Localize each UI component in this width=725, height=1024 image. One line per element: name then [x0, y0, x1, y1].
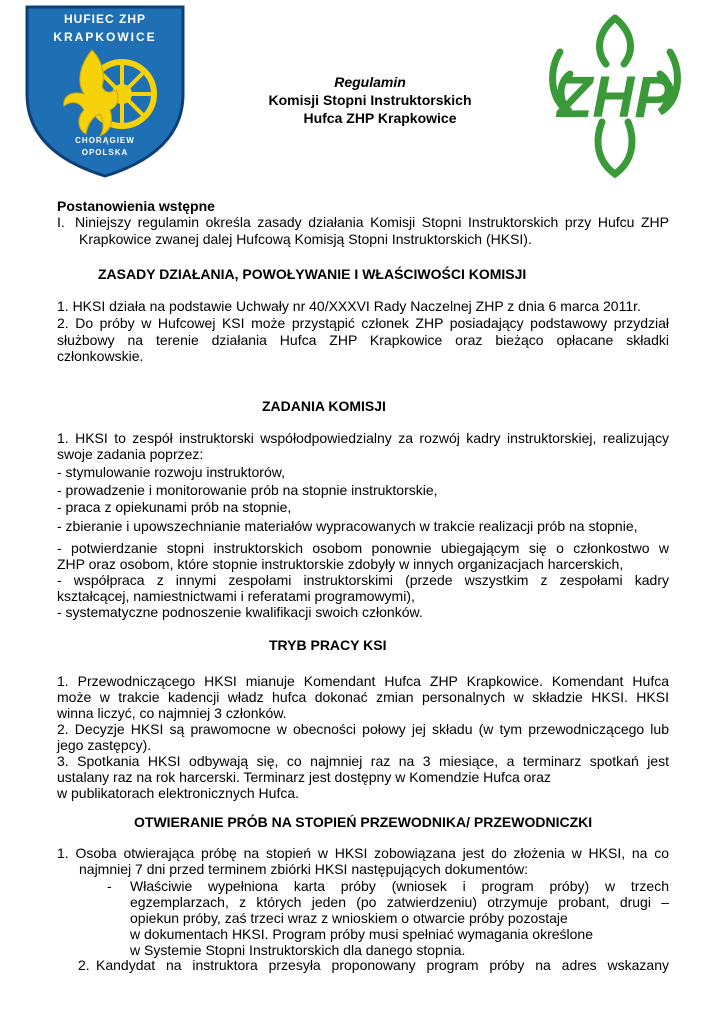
section2-p1-line2: swoje zadania poprzez: [57, 446, 204, 462]
logo-bottom-line2: OPOLSKA [81, 148, 129, 157]
section1-heading: ZASADY DZIAŁANIA, POWOŁYWANIE I WŁAŚCIWOŚCI KOMISJI [98, 266, 527, 282]
logo-top-line2: KRAPKOWICE [53, 30, 157, 44]
section2-heading: ZADANIA KOMISJI [262, 398, 386, 414]
section2-bullet6-line1: - współpraca z innymi zespołami instruktorskimi (przede wszystkim z zespołami kadry [57, 572, 669, 588]
section2-bullet5-line2: ZHP oraz osobom, które stopnie instruktorskie zdobyły w innych organizacjach harcerskich, [57, 556, 624, 572]
section3-p3-line2: ustalany raz na rok harcerski. Terminarz jest dostępny w Komendzie Hufca oraz [57, 769, 551, 785]
header-line2: Komisji Stopni Instruktorskich [268, 92, 472, 108]
intro-item1-num: I. [57, 214, 65, 230]
section4-d1-line3: opiekun próby, zaś trzeci wraz z wnioskiem o otwarcie próby pozostaje [130, 910, 568, 926]
section1-p2-line1: 2. Do próby w Hufcowej KSI może przystąpić członek ZHP posiadający podstawowy przydział [57, 315, 669, 331]
section4-p1-line2: najmniej 7 dni przed terminem zbiórki HKSI następujących dokumentów: [79, 861, 528, 877]
section2-bullet3: - praca z opiekunami prób na stopnie, [57, 499, 292, 515]
section4-p2-line1: Kandydat na instruktora przesyła proponowany program próby na adres wskazany [96, 957, 669, 973]
section3-p1-line1: 1. Przewodniczącego HKSI mianuje Komendant Hufca ZHP Krapkowice. Komendant Hufca [57, 673, 669, 689]
section4-heading: OTWIERANIE PRÓB NA STOPIEŃ PRZEWODNIKA/ PRZEWODNICZKI [134, 814, 593, 830]
section3-p1-line3: winna liczyć, co najmniej 3 członków. [57, 705, 287, 721]
logo-bottom-line1: CHORĄGIEW [75, 136, 135, 145]
section4-p2-num: 2. [78, 957, 90, 973]
hufiec-logo [22, 2, 188, 178]
section2-bullet7: - systematyczne podnoszenie kwalifikacji swoich członków. [57, 604, 423, 620]
section1-p2-line2: służbowy na terenie działania Hufca ZHP Krapkowice oraz bieżąco opłacane składki [57, 332, 669, 348]
section4-d1-line1: Właściwie wypełniona karta próby (wniosek i program próby) w trzech [130, 878, 669, 894]
section3-p3-line1: 3. Spotkania HKSI odbywają się, co najmniej raz na 3 miesiące, a terminarz spotkań jest [57, 753, 669, 769]
section3-heading: TRYB PRACY KSI [269, 637, 387, 653]
zhp-logo-text: ZHP [557, 65, 673, 130]
section3-p2-line1: 2. Decyzje HKSI są prawomocne w obecności połowy jej składu (w tym przewodniczącego lub [57, 721, 669, 737]
section4-p1-line1: 1. Osoba otwierająca próbę na stopień w HKSI zobowiązana jest do złożenia w HKSI, na co [57, 845, 669, 861]
intro-item1-line1: Niniejszy regulamin określa zasady działania Komisji Stopni Instruktorskich przy Hufcu ZHP [75, 214, 669, 230]
section2-bullet1: - stymulowanie rozwoju instruktorów, [57, 464, 285, 480]
section1-p1: 1. HKSI działa na podstawie Uchwały nr 40/XXXVI Rady Naczelnej ZHP z dnia 6 marca 2011r. [57, 298, 641, 314]
section4-dash: - [107, 878, 112, 894]
header-line3: Hufca ZHP Krapkowice [303, 110, 457, 126]
section3-p3-line3: w publikatorach elektronicznych Hufca. [57, 785, 300, 801]
section2-bullet2: - prowadzenie i monitorowanie prób na stopnie instruktorskie, [57, 482, 438, 498]
zhp-logo [540, 12, 690, 180]
section1-p2-line3: członkowskie. [57, 348, 144, 364]
section2-bullet5-line1: - potwierdzanie stopni instruktorskich osobom ponownie ubiegającym się o członkostwo w [57, 540, 669, 556]
section2-bullet6-line2: kształcącej, namiestnictwami i referatami programowymi), [57, 588, 415, 604]
intro-heading: Postanowienia wstępne [57, 198, 215, 214]
section3-p1-line2: może w trakcie kadencji władz hufca dokonać zmian personalnych w składzie HKSI. HKSI [57, 689, 669, 705]
header-line1: Regulamin [334, 74, 406, 90]
section4-d1-line2: egzemplarzach, z których jeden (po zatwierdzeniu) otrzymuje probant, drugi – [130, 894, 669, 910]
logo-top-line1: HUFIEC ZHP [64, 12, 146, 26]
section2-p1-line1: 1. HKSI to zespół instruktorski współodpowiedzialny za rozwój kadry instruktorskiej, realizujący [57, 430, 669, 446]
section4-d1-line5: w Systemie Stopni Instruktorskich dla danego stopnia. [130, 942, 466, 958]
intro-item1-line2: Krapkowice zwanej dalej Hufcową Komisją Stopni Instruktorskich (HKSI). [79, 231, 532, 247]
section3-p2-line2: jego zastępcy). [57, 737, 152, 753]
section2-bullet4: - zbieranie i upowszechnianie materiałów wypracowanych w trakcie realizacji prób na stopnie, [57, 518, 638, 534]
section4-d1-line4: w dokumentach HKSI. Program próby musi spełniać wymagania określone [130, 926, 593, 942]
